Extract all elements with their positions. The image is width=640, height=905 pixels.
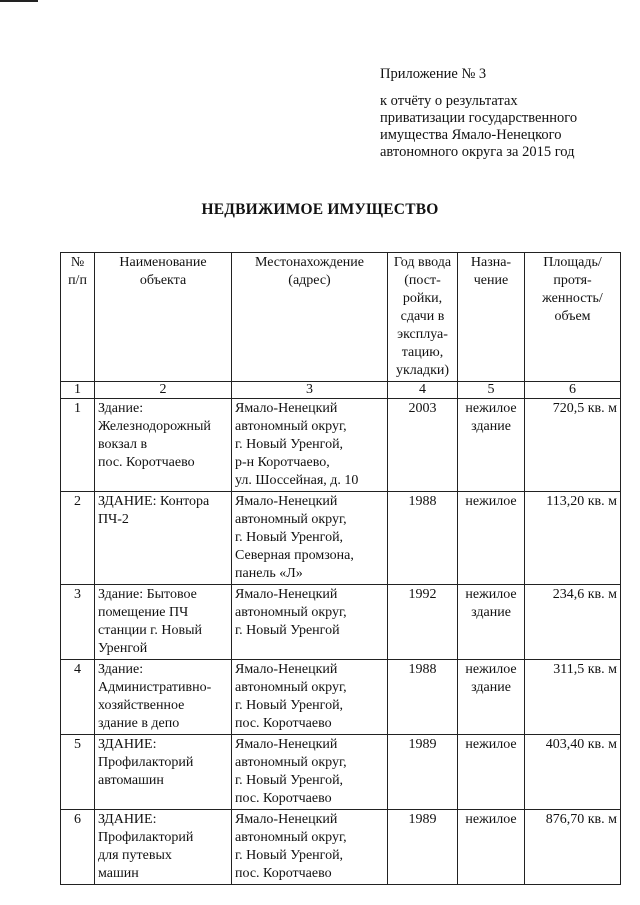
header-line: укладки)	[395, 363, 450, 378]
object-purpose-line: нежилое	[465, 737, 517, 752]
object-address-line: Ямало-Ненецкий	[235, 737, 338, 752]
object-address-line: г. Новый Уренгой,	[235, 437, 344, 452]
object-name-line: Уренгой	[98, 641, 148, 656]
object-address-line: г. Новый Уренгой,	[235, 773, 344, 788]
object-purpose-line: здание	[471, 419, 511, 434]
object-name-line: ЗДАНИЕ:	[98, 812, 157, 827]
appendix-subtitle-line: автономного округа за 2015 год	[380, 144, 575, 160]
object-address-line: автономный округ,	[235, 830, 347, 845]
object-address-line: пос. Коротчаево	[235, 866, 332, 881]
object-address-line: Северная промзона,	[235, 548, 354, 563]
object-address-line: г. Новый Уренгой,	[235, 698, 344, 713]
object-name	[95, 735, 232, 810]
header-number	[61, 253, 95, 382]
header-line: (адрес)	[288, 273, 331, 288]
column-number: 2	[95, 382, 232, 399]
object-purpose-line: нежилое	[465, 401, 517, 416]
object-purpose	[458, 492, 525, 585]
object-address-line: Ямало-Ненецкий	[235, 401, 338, 416]
object-address-line: г. Новый Уренгой,	[235, 848, 344, 863]
object-year: 1988	[388, 660, 458, 735]
object-name-line: ЗДАНИЕ:	[98, 737, 157, 752]
object-name	[95, 399, 232, 492]
property-table-body	[61, 253, 621, 885]
object-purpose-line: здание	[471, 605, 511, 620]
table-row	[61, 585, 621, 660]
row-number: 5	[61, 735, 95, 810]
object-address-line: панель «Л»	[235, 566, 303, 581]
table-row	[61, 660, 621, 735]
header-line: п/п	[68, 273, 87, 288]
header-line: чение	[473, 273, 509, 288]
object-address	[232, 492, 388, 585]
appendix-subtitle-line: имущества Ямало-Ненецкого	[380, 127, 562, 143]
object-name-line: автомашин	[98, 773, 164, 788]
column-number: 3	[232, 382, 388, 399]
table-row	[61, 492, 621, 585]
object-purpose-line: здание	[471, 680, 511, 695]
header-line: объекта	[139, 273, 187, 288]
object-purpose-line: нежилое	[465, 587, 517, 602]
object-purpose	[458, 810, 525, 885]
row-number: 3	[61, 585, 95, 660]
object-address-line: пос. Коротчаево	[235, 791, 332, 806]
object-area: 876,70 кв. м	[525, 810, 621, 885]
object-purpose	[458, 585, 525, 660]
object-name-line: машин	[98, 866, 139, 881]
object-purpose-line: нежилое	[465, 494, 517, 509]
object-purpose-line: нежилое	[465, 662, 517, 677]
object-name-line: для путевых	[98, 848, 172, 863]
header-line: Местонахождение	[254, 255, 364, 270]
header-line: эксплуа-	[397, 327, 448, 342]
object-area: 720,5 кв. м	[525, 399, 621, 492]
object-address-line: автономный округ,	[235, 605, 347, 620]
object-area: 403,40 кв. м	[525, 735, 621, 810]
object-name-line: Железнодорожный	[98, 419, 211, 434]
appendix-title: Приложение № 3	[380, 66, 487, 82]
object-purpose	[458, 660, 525, 735]
object-name-line: хозяйственное	[98, 698, 185, 713]
row-number: 4	[61, 660, 95, 735]
object-name-line: ПЧ-2	[98, 512, 129, 527]
object-name-line: Здание:	[98, 401, 144, 416]
object-year: 1992	[388, 585, 458, 660]
column-number: 1	[61, 382, 95, 399]
header-line: протя-	[553, 273, 592, 288]
object-address-line: ул. Шоссейная, д. 10	[235, 473, 359, 488]
column-number: 6	[525, 382, 621, 399]
header-line: Назна-	[470, 255, 512, 270]
header-line: №	[70, 255, 85, 270]
header-line: Площадь/	[543, 255, 602, 270]
object-name	[95, 585, 232, 660]
appendix-block	[380, 66, 577, 161]
object-name-line: Здание:	[98, 662, 144, 677]
object-year: 1988	[388, 492, 458, 585]
object-purpose	[458, 735, 525, 810]
object-name-line: пос. Коротчаево	[98, 455, 195, 470]
object-name	[95, 810, 232, 885]
object-address-line: Ямало-Ненецкий	[235, 662, 338, 677]
header-line: (пост-	[404, 273, 441, 288]
object-address-line: Ямало-Ненецкий	[235, 812, 338, 827]
object-address-line: автономный округ,	[235, 755, 347, 770]
header-line: тацию,	[401, 345, 444, 360]
header-purpose	[458, 253, 525, 382]
object-name-line: Административно-	[98, 680, 212, 695]
row-number: 6	[61, 810, 95, 885]
object-name-line: Профилакторий	[98, 755, 194, 770]
row-number: 1	[61, 399, 95, 492]
object-purpose-line: нежилое	[465, 812, 517, 827]
object-address	[232, 810, 388, 885]
header-line: Год ввода	[393, 255, 452, 270]
header-name	[95, 253, 232, 382]
table-row	[61, 735, 621, 810]
column-number: 5	[458, 382, 525, 399]
object-name-line: Профилакторий	[98, 830, 194, 845]
table-row	[61, 399, 621, 492]
column-number: 4	[388, 382, 458, 399]
object-address-line: г. Новый Уренгой,	[235, 530, 344, 545]
object-address-line: г. Новый Уренгой	[235, 623, 340, 638]
object-name-line: станции г. Новый	[98, 623, 202, 638]
corner-mark	[0, 0, 38, 2]
column-number-row	[61, 382, 621, 399]
document-heading: НЕДВИЖИМОЕ ИМУЩЕСТВО	[201, 201, 439, 218]
object-name-line: здание в депо	[98, 716, 180, 731]
object-address-line: автономный округ,	[235, 419, 347, 434]
table-header-row	[61, 253, 621, 382]
object-address-line: Ямало-Ненецкий	[235, 494, 338, 509]
object-name-line: помещение ПЧ	[98, 605, 189, 620]
object-area: 311,5 кв. м	[525, 660, 621, 735]
object-address-line: автономный округ,	[235, 512, 347, 527]
object-purpose	[458, 399, 525, 492]
object-address-line: р-н Коротчаево,	[235, 455, 330, 470]
header-line: женность/	[542, 291, 603, 306]
object-name	[95, 492, 232, 585]
object-address	[232, 735, 388, 810]
property-table	[60, 252, 621, 885]
object-area: 113,20 кв. м	[525, 492, 621, 585]
object-address-line: Ямало-Ненецкий	[235, 587, 338, 602]
object-year: 2003	[388, 399, 458, 492]
object-year: 1989	[388, 810, 458, 885]
object-area: 234,6 кв. м	[525, 585, 621, 660]
object-address	[232, 399, 388, 492]
object-name-line: Здание: Бытовое	[98, 587, 197, 602]
object-address	[232, 585, 388, 660]
appendix-subtitle-line: к отчёту о результатах	[380, 93, 518, 109]
header-year	[388, 253, 458, 382]
object-address-line: пос. Коротчаево	[235, 716, 332, 731]
appendix-subtitle-line: приватизации государственного	[380, 110, 578, 126]
appendix-subtitle	[380, 93, 577, 161]
header-line: сдачи в	[400, 309, 445, 324]
header-line: Наименование	[119, 255, 207, 270]
header-line: ройки,	[402, 291, 443, 306]
object-name	[95, 660, 232, 735]
table-row	[61, 810, 621, 885]
object-name-line: вокзал в	[98, 437, 148, 452]
object-address-line: автономный округ,	[235, 680, 347, 695]
header-area	[525, 253, 621, 382]
object-name-line: ЗДАНИЕ: Контора	[98, 494, 210, 509]
object-address	[232, 660, 388, 735]
row-number: 2	[61, 492, 95, 585]
object-year: 1989	[388, 735, 458, 810]
header-address	[232, 253, 388, 382]
header-line: объем	[554, 309, 591, 324]
